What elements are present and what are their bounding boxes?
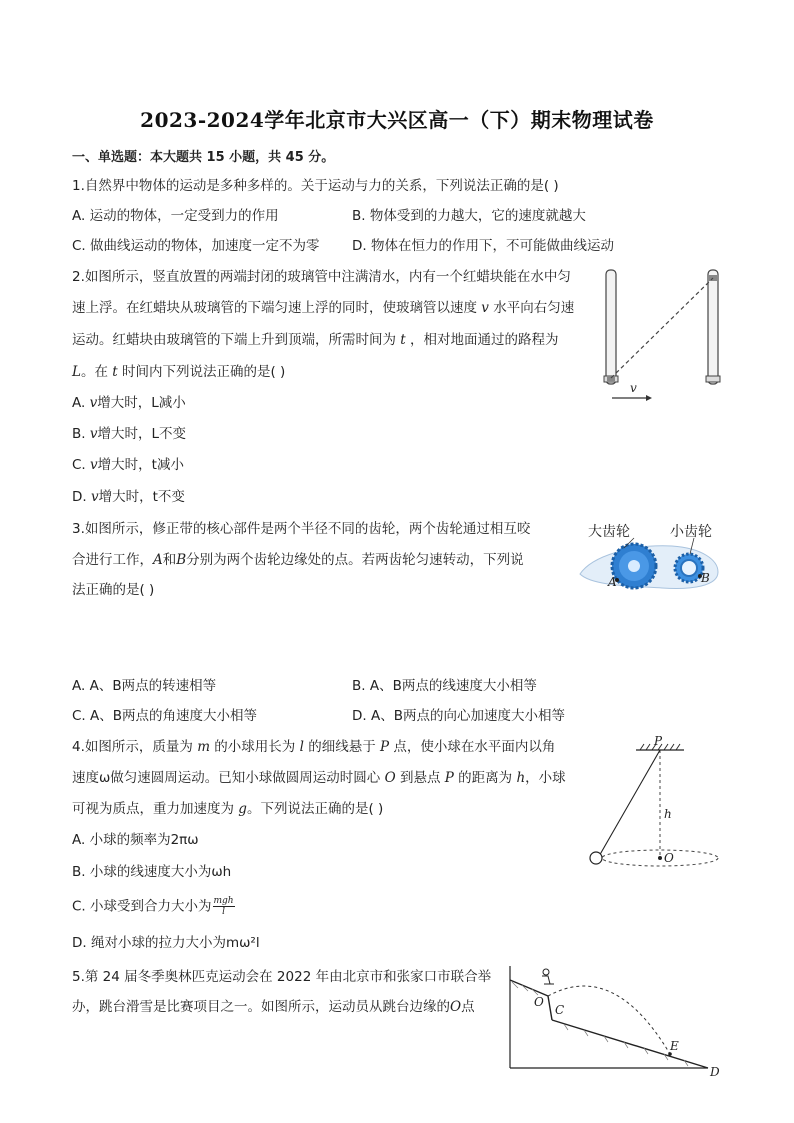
q4-fig-label-p: P [654,734,663,748]
section-heading: 一、单选题：本大题共 15 小题，共 45 分。 [72,150,335,165]
q4-fig-label-o: O [664,851,674,865]
q2-right-tube [708,270,718,384]
q1-stem: 1.自然界中物体的运动是多种多样的。关于运动与力的关系，下列说法正确的是( ) [72,178,559,194]
q3-fig-label-b: B [701,571,710,585]
q1-option-c[interactable]: C. 做曲线运动的物体，加速度一定不为零 [72,238,320,254]
q2-path-line [611,278,713,378]
q4-option-a[interactable]: A. 小球的频率为2πω [72,832,199,848]
q5-fig-label-d: D [710,1065,720,1079]
q3-option-b[interactable]: B. A、B两点的线速度大小相等 [352,678,537,694]
q4-option-c-fraction: $\frac{\text{mgh}}{l}$ [213,896,234,917]
q5-stem-line2: 办，跳台滑雪是比赛项目之一。如图所示，运动员从跳台边缘的O点 [72,999,475,1015]
q2-option-c[interactable]: C. v增大时，t减小 [72,457,184,473]
q2-left-tube [606,270,616,384]
q2-stem-line3: 运动。红蜡块由玻璃管的下端上升到顶端，所需时间为 t ，相对地面通过的路程为 [72,332,559,348]
q2-right-tube-cap [706,376,720,382]
q4-option-c[interactable]: C. 小球受到合力大小为 $\frac{\text{mgh}}{l}$ [72,896,234,917]
q3-big-gear-hub [628,560,640,572]
q4-option-d[interactable]: D. 绳对小球的拉力大小为mω²l [72,935,260,951]
q5-ramp-drop [548,996,552,1020]
q3-small-gear-label: 小齿轮 [670,524,712,540]
q2-left-wax-block [607,376,615,381]
q4-stem-line1: 4.如图所示，质量为 m 的小球用长为 l 的细线悬于 P 点，使小球在水平面内以角 [72,739,556,755]
q5-ramp [510,980,548,996]
q3-option-c[interactable]: C. A、B两点的角速度大小相等 [72,708,258,724]
q3-stem-line3: 法正确的是( ) [72,582,155,598]
q5-fig-label-e: E [670,1039,679,1053]
q4-stem-line2: 速度ω做匀速圆周运动。已知小球做圆周运动时圆心 O 到悬点 P 的距离为 h，小球 [72,770,566,786]
q1-option-d[interactable]: D. 物体在恒力的作用下，不可能做曲线运动 [352,238,614,254]
q3-small-gear-hub [681,560,697,576]
q3-stem-line2: 合进行工作，A和B分别为两个齿轮边缘处的点。若两齿轮匀速转动，下列说 [72,552,524,568]
q3-big-gear-label: 大齿轮 [588,524,630,540]
q2-arrow-head-icon [646,395,652,401]
q4-stem-line3: 可视为质点，重力加速度为 g。下列说法正确的是( ) [72,801,384,817]
q5-skier-icon [542,969,554,984]
q3-gear-figure [572,516,722,592]
q4-option-b[interactable]: B. 小球的线速度大小为ωh [72,864,232,880]
q5-fig-label-c: C [555,1003,565,1017]
q2-velocity-label: v [630,381,637,395]
page-title: 2023-2024学年北京市大兴区高一（下）期末物理试卷 [140,108,654,132]
q5-stem-line1: 5.第 24 届冬季奥林匹克运动会在 2022 年由北京市和张家口市联合举 [72,969,492,985]
q5-trajectory [548,986,670,1054]
q2-stem-line1: 2.如图所示，竖直放置的两端封闭的玻璃管中注满清水，内有一个红蜡块能在水中匀 [72,269,571,285]
q3-option-a[interactable]: A. A、B两点的转速相等 [72,678,217,694]
q2-option-d[interactable]: D. v增大时，t不变 [72,489,185,505]
q2-stem-line4: L。在 t 时间内下列说法正确的是( ) [72,364,286,380]
q5-fig-label-o: O [534,995,544,1009]
q4-pendulum-figure [584,734,724,872]
q2-stem-line2: 速上浮。在红蜡块从玻璃管的下端匀速上浮的同时，使玻璃管以速度 v 水平向右匀速 [72,300,575,316]
q3-stem-line1: 3.如图所示，修正带的核心部件是两个半径不同的齿轮，两个齿轮通过相互咬 [72,521,531,537]
q5-ski-jump-figure [504,962,726,1080]
q4-string [598,750,660,858]
q2-option-a[interactable]: A. v增大时，L减小 [72,395,186,411]
q1-option-a[interactable]: A. 运动的物体，一定受到力的作用 [72,208,279,224]
q3-fig-label-a: A [608,575,617,589]
q2-option-b[interactable]: B. v增大时，L不变 [72,426,187,442]
q1-option-b[interactable]: B. 物体受到的力越大，它的速度就越大 [352,208,586,224]
q3-option-d[interactable]: D. A、B两点的向心加速度大小相等 [352,708,565,724]
q4-ball [590,852,602,864]
q2-tube-figure [598,266,728,406]
q4-fig-label-h: h [664,807,672,821]
q4-center-point [658,856,662,860]
